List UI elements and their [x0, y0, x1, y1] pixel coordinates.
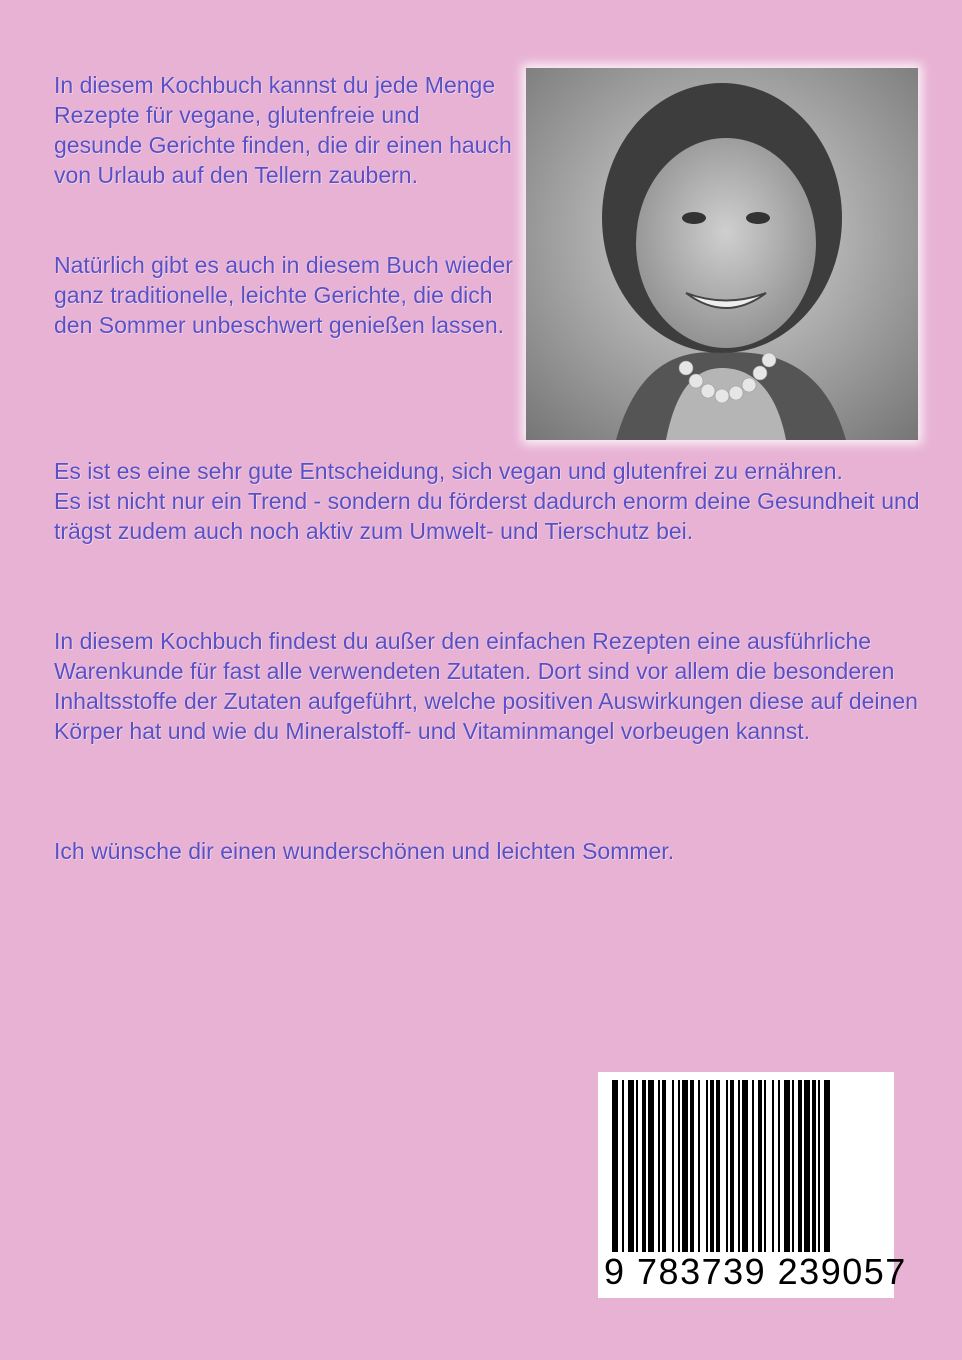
warenkunde-paragraph: In diesem Kochbuch findest du außer den einfachen Rezepten eine ausführliche Warenkunde für fast alle verwendeten Zutaten. Dort sind vor allem die besonderen Inhaltsstoffe der Zutaten aufgeführt, welche positiven Auswirkungen diese auf deinen Körper hat und wie du Mineralstoff- und Vitaminmangel vorbeugen kannst. [54, 628, 918, 744]
isbn-digits: 9 783739 239057 [604, 1251, 907, 1292]
isbn-barcode [598, 1072, 907, 1298]
vegan-decision-paragraph [54, 456, 934, 546]
barcode-bars [606, 1080, 886, 1252]
traditional-dishes-paragraph: Natürlich gibt es auch in diesem Buch wieder ganz traditionelle, leichte Gerichte, die dich den Sommer unbeschwert genießen lassen. [54, 252, 513, 338]
vegan-decision-line-1: Es ist es eine sehr gute Entscheidung, sich vegan und glutenfrei zu ernähren. [54, 458, 843, 484]
vegan-decision-line-2: Es ist nicht nur ein Trend - sondern du förderst dadurch enorm deine Gesundheit und trägst zudem auch noch aktiv zum Umwelt- und Tierschutz bei. [54, 488, 920, 544]
intro-paragraph: In diesem Kochbuch kannst du jede Menge Rezepte für vegane, glutenfreie und gesunde Gerichte finden, die dir einen hauch von Urlaub auf den Tellern zaubern. [54, 72, 512, 188]
author-photo [526, 68, 918, 440]
closing-wish-paragraph: Ich wünsche dir einen wunderschönen und leichten Sommer. [54, 838, 675, 864]
